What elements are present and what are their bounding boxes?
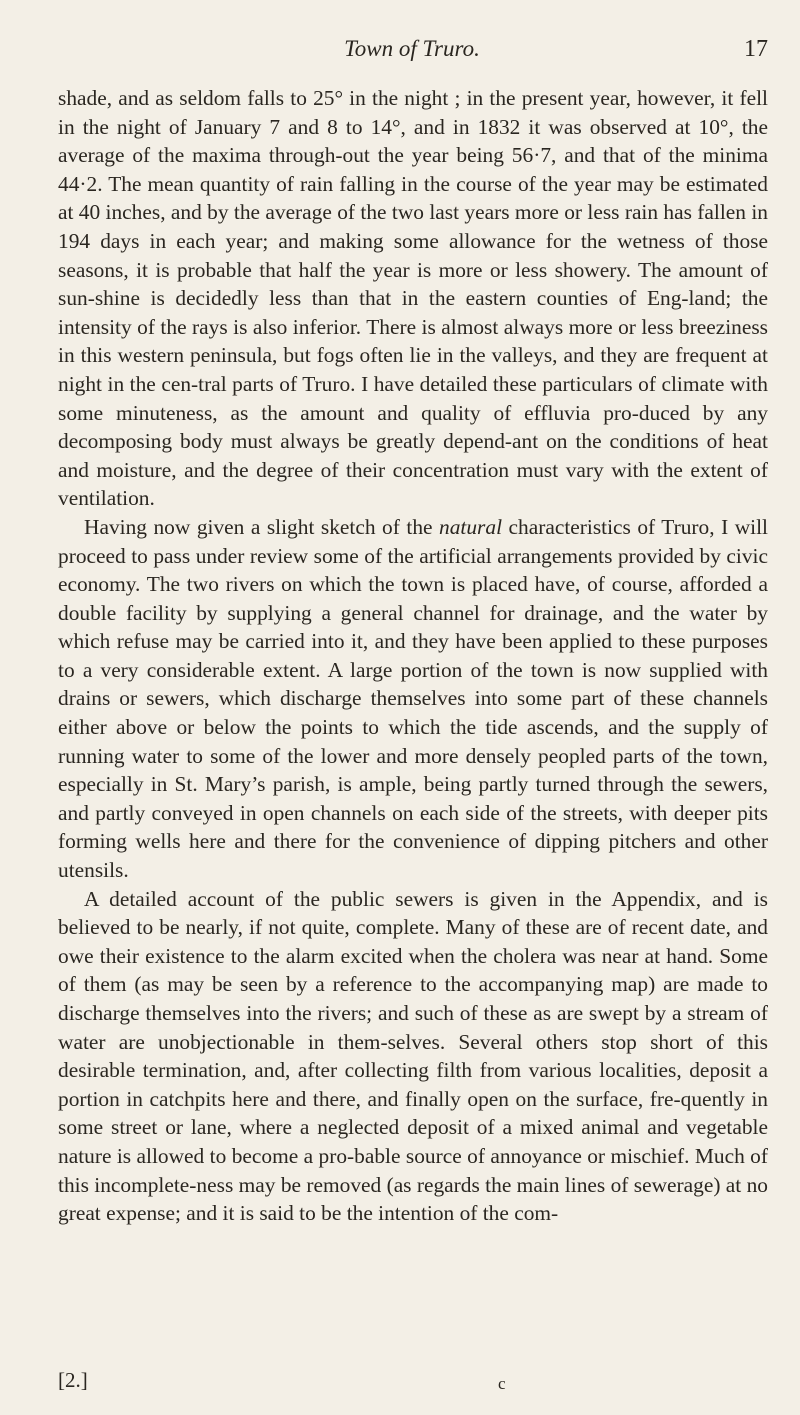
paragraph-climate: shade, and as seldom falls to 25° in the night ; in the present year, however, it fell in the night of January 7 and 8 to 14°, and in 1832 it was observed at 10°, the average of the maxima through-out the year being 56·7, and that of the minima 44·2. The mean quantity of rain falling in the course of the year may be estimated at 40 inches, and by the average of the two last years more or less rain has fallen in 194 days in each year; and making some allowance for the wetness of those seasons, it is probable that half the year is more or less showery. The amount of sun-shine is decidedly less than that in the eastern counties of Eng-land; the intensity of the rays is also inferior. There is almost always more or less breeziness in this western peninsula, but fogs often lie in the valleys, and they are frequent at night in the cen-tral parts of Truro. I have detailed these particulars of climate with some minuteness, as the amount and quality of effluvia pro-duced by any decomposing body must always be greatly depend-ant on the conditions of heat and moisture, and the degree of their concentration must vary with the extent of ventilation. [58,86,768,511]
page-footer [58,1368,758,1398]
page-header [52,36,772,76]
emphasized-word: natural [439,514,503,539]
paragraph-drainage [58,513,768,885]
paragraph-drainage-rest: characteristics of Truro, I will proceed to pass under review some of the artificial arrangements provided by civic economy. The two rivers on which the town is placed have, of course, afforded a double facility by supplying a general channel for drainage, and the water by which refuse may be carried into it, and they have been applied to these purposes to a very considerable extent. A large portion of the town is now supplied with drains or sewers, which discharge themselves into some part of these channels either above or below the points to which the tide ascends, and the supply of running water to some of the lower and more densely peopled parts of the town, especially in St. Mary’s parish, is ample, being partly turned through the sewers, and partly conveyed in open channels on each side of the streets, with deeper pits forming wells here and there for the convenience of dipping pitchers and other utensils. [58,514,768,883]
body-text [58,84,768,1228]
page-number: 17 [744,36,768,62]
paragraph-drainage-start: Having now given a slight sketch of the [84,514,440,539]
paragraph-sewers: A detailed account of the public sewers is given in the Appendix, and is believed to be nearly, if not quite, complete. Many of these are of recent date, and owe their existence to the alarm excited when the cholera was near at hand. Some of them (as may be seen by a reference to the accompanying map) are made to discharge themselves into the rivers; and such of these as are swept by a stream of water are unobjectionable in them-selves. Several others stop short of this desirable termination, and, after collecting filth from various localities, deposit a portion in catchpits here and there, and finally open on the surface, fre-quently in some street or lane, where a neglected deposit of a mixed animal and vegetable nature is allowed to become a pro-bable source of annoyance or mischief. Much of this incomplete-ness may be removed (as regards the main lines of sewerage) at no great expense; and it is said to be the intention of the com- [58,886,768,1226]
signature-mark-left: [2.] [58,1368,88,1392]
signature-mark-right: c [498,1374,506,1393]
running-title: Town of Truro. [344,36,480,61]
